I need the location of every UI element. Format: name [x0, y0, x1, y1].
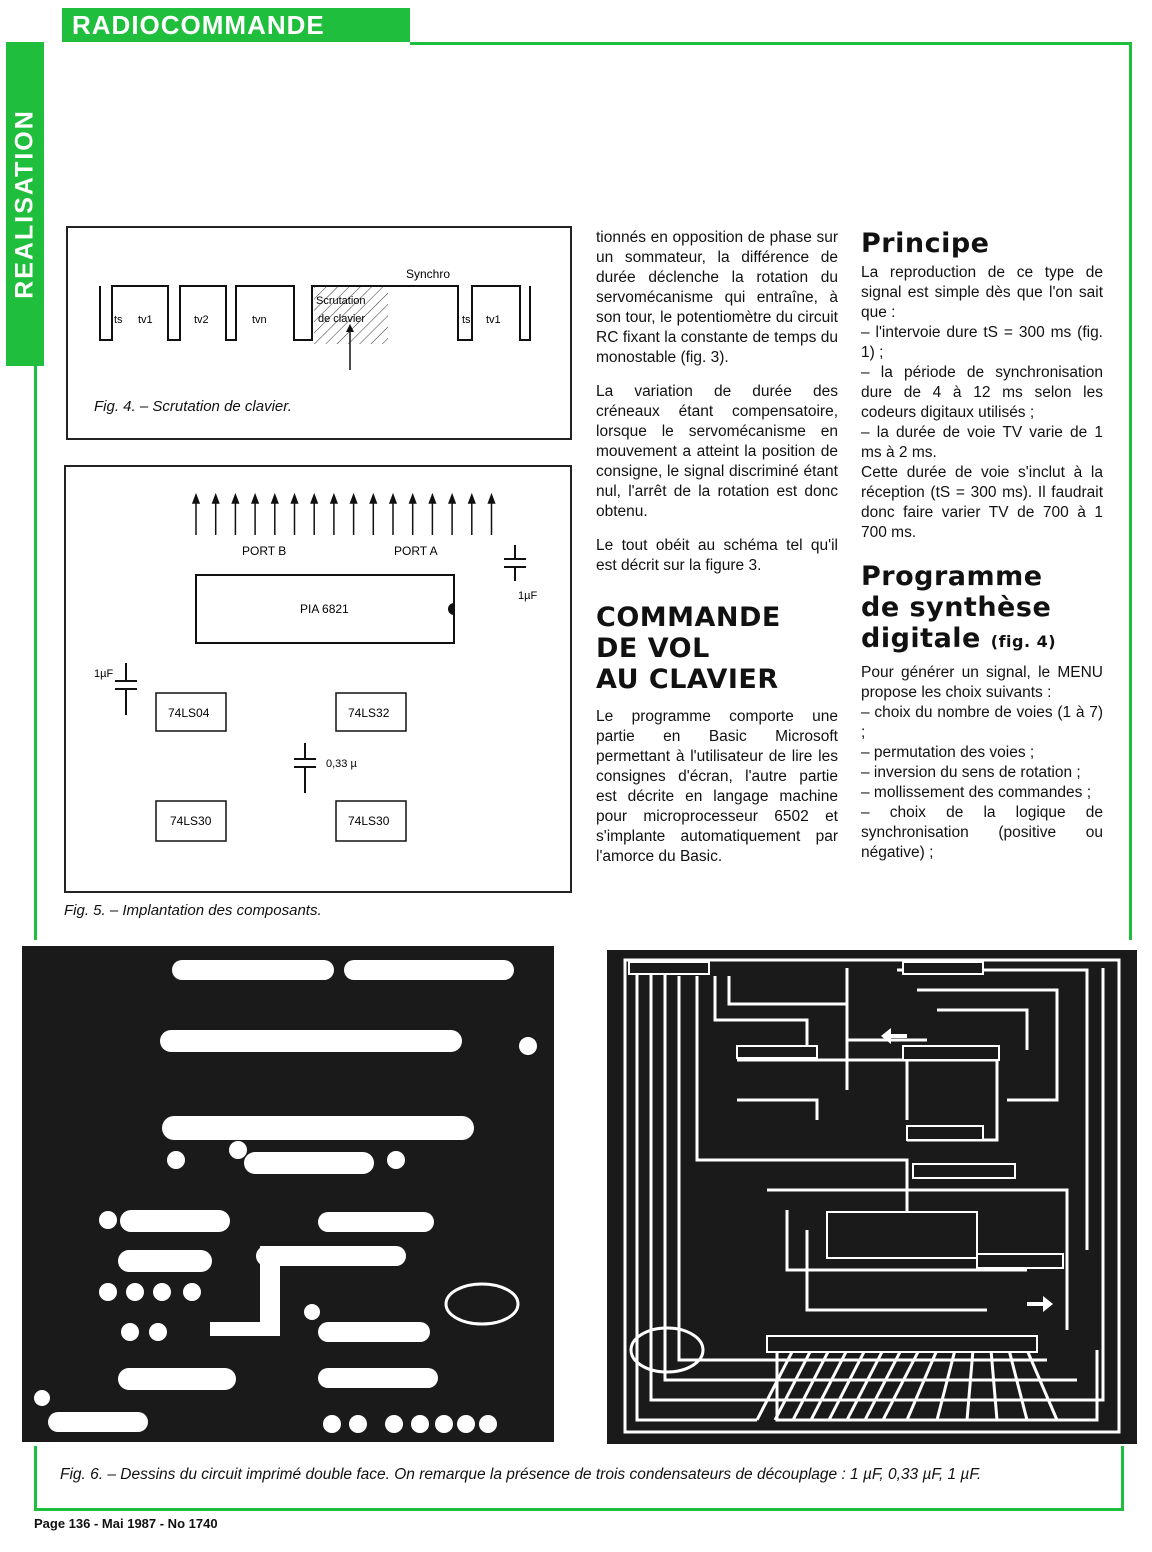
heading-commande-l2: DE VOL — [596, 633, 710, 664]
fig5-ic4: 74LS30 — [348, 814, 390, 828]
page-footer: Page 136 - Mai 1987 - No 1740 — [34, 1516, 218, 1531]
fig4-tv1b: tv1 — [486, 314, 501, 326]
heading-programme-fig: (fig. 4) — [990, 632, 1057, 651]
pcb-copper-side — [607, 950, 1137, 1444]
fig5-ic1: 74LS04 — [168, 706, 210, 720]
side-label: REALISATION — [10, 109, 39, 299]
fig4-scrut1: Scrutation — [316, 295, 366, 307]
mid-paragraph-1: tionnés en opposition de phase sur un sommateur, la différence de durée déclenche la rotation du servomécanisme qui entraîne, à son tour, le potentiomètre du circuit RC fixant la constante de temps du monostable (fig. 3). — [596, 229, 838, 366]
port-pin-arrow-head — [232, 495, 238, 503]
list-item-5: – permutation des voies ; — [861, 744, 1035, 761]
fig4-scrut2: de clavier — [318, 313, 366, 325]
pcb-component-side — [22, 946, 554, 1442]
frame-bottom — [34, 1508, 1124, 1511]
fig4-ts2: ts — [462, 314, 471, 326]
port-pin-arrow-head — [292, 495, 298, 503]
list-item-4: – choix du nombre de voies (1 à 7) ; — [861, 704, 1103, 741]
fig5-c2: 1µF — [94, 668, 114, 680]
fig5-c1: 1µF — [518, 590, 538, 602]
pia-notch — [448, 603, 454, 615]
frame-right — [1129, 42, 1132, 940]
frame-right-low — [1121, 1446, 1124, 1510]
list-item-3: – la durée de voie TV varie de 1 ms à 2 ms. — [861, 424, 1103, 461]
frame-top — [410, 42, 1132, 45]
port-pin-arrow-head — [410, 495, 416, 503]
heading-programme — [861, 561, 1103, 657]
fig6-caption: Fig. 6. – Dessins du circuit imprimé double face. On remarque la présence de trois condensateurs de découplage : 1 µF, 0,33 µF, 1 µF. — [60, 1466, 982, 1483]
mid-paragraph-3: Le tout obéit au schéma tel qu'il est décrit sur la figure 3. — [596, 537, 838, 574]
fig5-component-layout — [66, 467, 570, 891]
middle-column — [596, 228, 838, 881]
port-pin-arrow-head — [449, 495, 455, 503]
right-paragraph-3: Pour générer un signal, le MENU propose les choix suivants : — [861, 664, 1103, 701]
mid-paragraph-2: La variation de durée des créneaux étant compensatoire, lorsque le servomécanisme en mouvement a atteint la position de consigne, le signal discriminé étant nul, l'arrêt de la rotation est donc obtenu. — [596, 383, 838, 520]
list-item-2: – la période de synchronisation dure de 4 à 12 ms selon les codeurs digitaux utilisés ; — [861, 364, 1103, 421]
fig5-c3: 0,33 µ — [326, 758, 357, 770]
port-pin-arrow-head — [370, 495, 376, 503]
right-paragraph-2: Cette durée de voie s'inclut à la réception (tS = 300 ms). Il faudrait donc faire varier TV de 700 à 1 700 ms. — [861, 464, 1103, 541]
port-arrows — [193, 495, 495, 535]
port-pin-arrow-head — [429, 495, 435, 503]
frame-left-low — [34, 1446, 37, 1510]
port-pin-arrow-head — [489, 495, 495, 503]
pcb-left-artwork — [22, 946, 554, 1442]
fig5-port-b: PORT B — [242, 544, 287, 558]
fig4-tvn: tvn — [252, 314, 267, 326]
port-pin-arrow-head — [213, 495, 219, 503]
port-pin-arrow-head — [351, 495, 357, 503]
port-pin-arrow-head — [331, 495, 337, 503]
cap-1uf-left — [115, 663, 137, 715]
port-pin-arrow-head — [252, 495, 258, 503]
port-pin-arrow-head — [469, 495, 475, 503]
fig5-ic2: 74LS32 — [348, 706, 390, 720]
heading-programme-l2: de synthèse — [861, 592, 1052, 623]
fig4-caption: Fig. 4. – Scrutation de clavier. — [94, 398, 292, 415]
fig5-ic3: 74LS30 — [170, 814, 212, 828]
port-pin-arrow-head — [272, 495, 278, 503]
heading-programme-l3: digitale — [861, 623, 981, 654]
list-item-8: – choix de la logique de synchronisation (positive ou négative) ; — [861, 804, 1103, 861]
right-column — [861, 228, 1103, 863]
right-paragraph-1: La reproduction de ce type de signal est simple dès que l'on sait que : — [861, 264, 1103, 321]
port-pin-arrow-head — [193, 495, 199, 503]
fig4-synchro: Synchro — [406, 267, 451, 281]
fig4-tv1: tv1 — [138, 314, 153, 326]
fig4-ts: ts — [114, 314, 123, 326]
cap-033-mid — [294, 743, 316, 793]
fig4-box — [66, 226, 572, 440]
port-pin-arrow-head — [390, 495, 396, 503]
fig5-box — [64, 465, 572, 893]
heading-commande — [596, 602, 838, 695]
list-item-7: – mollissement des commandes ; — [861, 784, 1092, 801]
fig4-tv2: tv2 — [194, 314, 209, 326]
fig5-port-a: PORT A — [394, 544, 438, 558]
side-label-band — [6, 42, 44, 366]
frame-left — [34, 366, 37, 940]
pcb-right-artwork — [607, 950, 1137, 1444]
heading-programme-l1: Programme — [861, 561, 1043, 592]
heading-commande-l3: AU CLAVIER — [596, 664, 779, 695]
port-pin-arrow-head — [311, 495, 317, 503]
heading-principe: Principe — [861, 228, 990, 259]
fig5-caption: Fig. 5. – Implantation des composants. — [64, 902, 322, 919]
fig5-pia: PIA 6821 — [300, 602, 349, 616]
section-title: RADIOCOMMANDE — [62, 8, 410, 42]
list-item-1: – l'intervoie dure tS = 300 ms (fig. 1) ; — [861, 324, 1103, 361]
cap-1uf-top — [504, 545, 526, 581]
mid-paragraph-4: Le programme comporte une partie en Basic Microsoft permettant à l'utilisateur de lire les consignes d'écran, l'autre partie est décrite en langage machine pour microprocesseur 6502 et s'implante automatiquement par l'amorce du Basic. — [596, 708, 838, 865]
heading-commande-l1: COMMANDE — [596, 602, 781, 633]
list-item-6: – inversion du sens de rotation ; — [861, 764, 1081, 781]
